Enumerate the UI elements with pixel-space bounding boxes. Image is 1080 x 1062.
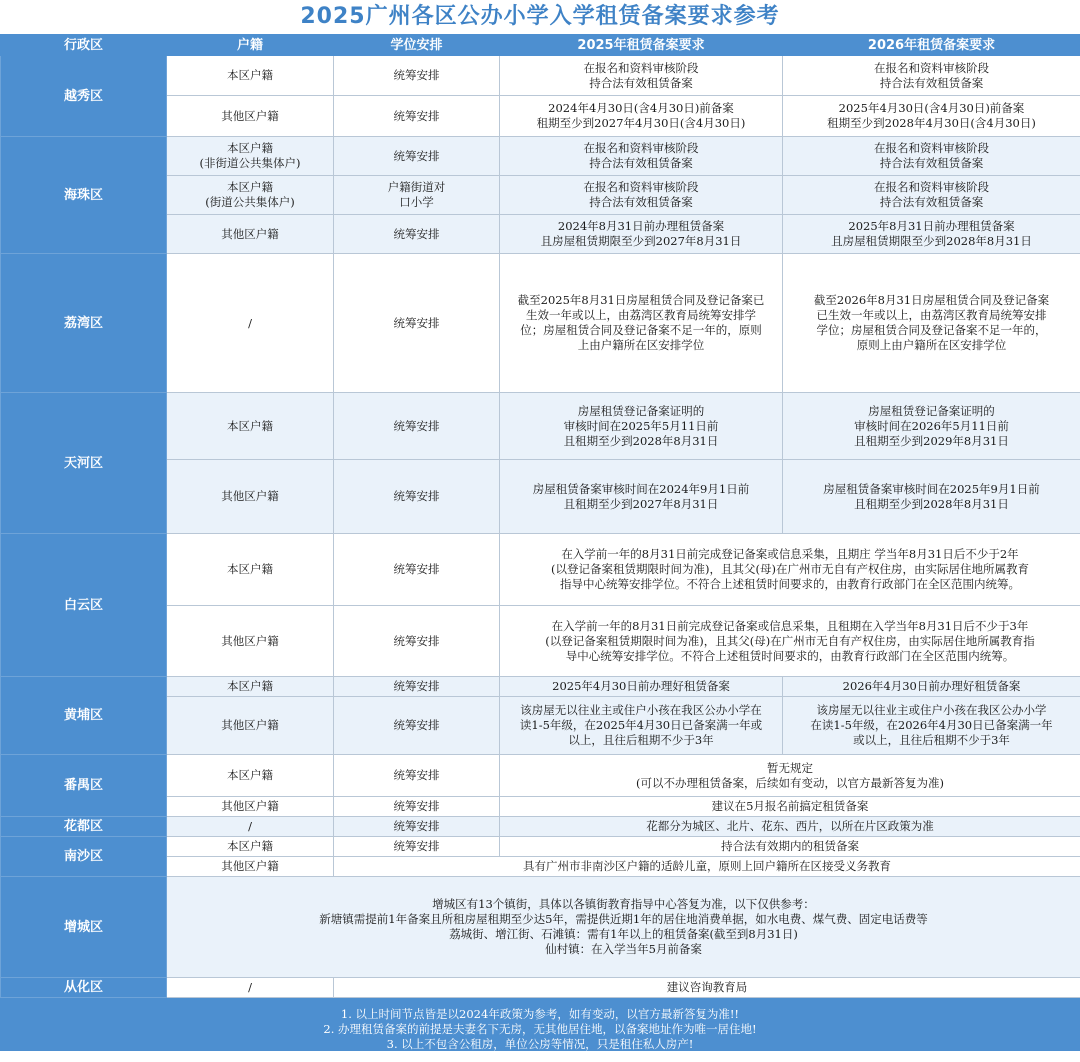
footer-note: 1. 以上时间节点皆是以2024年政策为参考，如有变动，以官方最新答复为准!!: [340, 1007, 740, 1021]
req-2026-cell: 2025年4月30日(含4月30日)前备案 租期至少到2028年4月30日(含4月30日): [783, 96, 1080, 137]
huji-cell: 其他区户籍: [167, 857, 334, 877]
req-merged-cell: 在入学前一年的8月31日前完成登记备案或信息采集，且期庄 学当年8月31日后不少于2年 (以登记备案租赁期限时间为准)，且其父(母)在广州市无自有产权住房，由实际居住地所属教育 指导中心统筹安排学位。不符合上述租赁时间要求的，由教育行政部门在全区范围内统筹。: [500, 534, 1080, 606]
req-2026-cell: 房屋租赁登记备案证明的 审核时间在2026年5月11日前 且租期至少到2029年8月31日: [783, 393, 1080, 460]
xuewei-cell: 统筹安排: [334, 677, 500, 697]
req-merged-cell: 具有广州市非南沙区户籍的适龄儿童，原则上回户籍所在区接受义务教育: [334, 857, 1080, 877]
huji-cell: 其他区户籍: [167, 460, 334, 534]
req-2025-cell: 2025年4月30日前办理好租赁备案: [500, 677, 783, 697]
table-row: [1, 837, 1080, 857]
xuewei-cell: 统筹安排: [334, 817, 500, 837]
req-2025-cell: 该房屋无以往业主或住户小孩在我区公办小学在 读1-5年级，在2025年4月30日已备案满一年或 以上，且往后租期不少于3年: [500, 697, 783, 755]
xuewei-cell: 统筹安排: [334, 254, 500, 393]
district-nansha: 南沙区: [1, 837, 167, 877]
xuewei-cell: 统筹安排: [334, 755, 500, 797]
district-panyu: 番禺区: [1, 755, 167, 817]
district-conghua: 从化区: [1, 978, 167, 998]
huji-cell: 其他区户籍: [167, 797, 334, 817]
footer-note: 3. 以上不包含公租房，单位公房等情况，只是租住私人房产!: [386, 1037, 694, 1051]
huji-cell: 本区户籍 (非街道公共集体户): [167, 137, 334, 176]
req-2025-cell: 在报名和资料审核阶段 持合法有效租赁备案: [500, 56, 783, 96]
huji-cell: 本区户籍: [167, 393, 334, 460]
header-row: [1, 35, 1080, 56]
header-2025: 2025年租赁备案要求: [500, 35, 783, 56]
req-2025-cell: 在报名和资料审核阶段 持合法有效租赁备案: [500, 176, 783, 215]
huji-cell: /: [167, 978, 334, 998]
req-merged-cell: 暂无规定 (可以不办理租赁备案，后续如有变动，以官方最新答复为准): [500, 755, 1080, 797]
xuewei-cell: 统筹安排: [334, 460, 500, 534]
req-2026-cell: 2025年8月31日前办理租赁备案 且房屋租赁期限至少到2028年8月31日: [783, 215, 1080, 254]
huji-cell: 本区户籍 (街道公共集体户): [167, 176, 334, 215]
district-huadu: 花都区: [1, 817, 167, 837]
footer-note: 2. 办理租赁备案的前提是夫妻名下无房，无其他居住地，以备案地址作为唯一居住地!: [323, 1022, 757, 1036]
req-2026-cell: 该房屋无以往业主或住户小孩在我区公办小学 在读1-5年级，在2026年4月30日已备案满一年 或以上，且往后租期不少于3年: [783, 697, 1080, 755]
table-row: [1, 677, 1080, 697]
xuewei-cell: 统筹安排: [334, 137, 500, 176]
req-2026-cell: 房屋租赁备案审核时间在2025年9月1日前 且租期至少到2028年8月31日: [783, 460, 1080, 534]
req-2025-cell: 2024年8月31日前办理租赁备案 且房屋租赁期限至少到2027年8月31日: [500, 215, 783, 254]
req-merged-cell: 在入学前一年的8月31日前完成登记备案或信息采集，且租期在入学当年8月31日后不少于3年 (以登记备案租赁期限时间为准)，且其父(母)在广州市无自有产权住房，由实际居住地所属教育指 导中心统筹安排学位。不符合上述租赁时间要求的，由教育行政部门在全区范围内统筹。: [500, 606, 1080, 677]
req-2026-cell: 在报名和资料审核阶段 持合法有效租赁备案: [783, 56, 1080, 96]
huji-cell: 其他区户籍: [167, 215, 334, 254]
xuewei-cell: 统筹安排: [334, 56, 500, 96]
req-2025-cell: 房屋租赁备案审核时间在2024年9月1日前 且租期至少到2027年8月31日: [500, 460, 783, 534]
huji-cell: 本区户籍: [167, 677, 334, 697]
district-haizhu: 海珠区: [1, 137, 167, 254]
req-merged-cell: 建议咨询教育局: [334, 978, 1080, 998]
req-2025-cell: 2024年4月30日(含4月30日)前备案 租期至少到2027年4月30日(含4月30日): [500, 96, 783, 137]
req-merged-cell: 持合法有效期内的租赁备案: [500, 837, 1080, 857]
table-row: [1, 393, 1080, 460]
huji-cell: 其他区户籍: [167, 697, 334, 755]
req-2026-cell: 截至2026年8月31日房屋租赁合同及登记备案 已生效一年或以上，由荔湾区教育局统筹安排 学位；房屋租赁合同及登记备案不足一年的， 原则上由户籍所在区安排学位: [783, 254, 1080, 393]
req-2026-cell: 在报名和资料审核阶段 持合法有效租赁备案: [783, 137, 1080, 176]
page-title: 2025广州各区公办小学入学租赁备案要求参考: [300, 4, 780, 29]
table-row: [1, 978, 1080, 998]
district-huangpu: 黄埔区: [1, 677, 167, 755]
req-2025-cell: 在报名和资料审核阶段 持合法有效租赁备案: [500, 137, 783, 176]
xuewei-cell: 统筹安排: [334, 393, 500, 460]
footer-notes: [0, 998, 1080, 1051]
req-2026-cell: 2026年4月30日前办理好租赁备案: [783, 677, 1080, 697]
req-merged-cell: 建议在5月报名前搞定租赁备案: [500, 797, 1080, 817]
huji-cell: 本区户籍: [167, 837, 334, 857]
table-row: [1, 137, 1080, 176]
huji-cell: 本区户籍: [167, 755, 334, 797]
huji-cell: 其他区户籍: [167, 606, 334, 677]
district-yuexiu: 越秀区: [1, 56, 167, 137]
table-row: [1, 817, 1080, 837]
huji-cell: /: [167, 817, 334, 837]
xuewei-cell: 统筹安排: [334, 96, 500, 137]
table-row: [1, 755, 1080, 797]
xuewei-cell: 统筹安排: [334, 837, 500, 857]
req-2025-cell: 房屋租赁登记备案证明的 审核时间在2025年5月11日前 且租期至少到2028年8月31日: [500, 393, 783, 460]
table-row: [1, 877, 1080, 978]
district-tianhe: 天河区: [1, 393, 167, 534]
table-row: [1, 534, 1080, 606]
huji-cell: 本区户籍: [167, 56, 334, 96]
district-liwan: 荔湾区: [1, 254, 167, 393]
header-xuewei: 学位安排: [334, 35, 500, 56]
header-2026: 2026年租赁备案要求: [783, 35, 1080, 56]
district-zengcheng: 增城区: [1, 877, 167, 978]
req-merged-cell: 花都分为城区、北片、花东、西片，以所在片区政策为准: [500, 817, 1080, 837]
xuewei-cell: 统筹安排: [334, 797, 500, 817]
header-district: 行政区: [1, 35, 167, 56]
district-baiyun: 白云区: [1, 534, 167, 677]
table-row: [1, 56, 1080, 96]
xuewei-cell: 统筹安排: [334, 215, 500, 254]
huji-cell: /: [167, 254, 334, 393]
header-huji: 户籍: [167, 35, 334, 56]
huji-cell: 其他区户籍: [167, 96, 334, 137]
xuewei-cell: 统筹安排: [334, 606, 500, 677]
req-2025-cell: 截至2025年8月31日房屋租赁合同及登记备案已 生效一年或以上，由荔湾区教育局统筹安排学 位；房屋租赁合同及登记备案不足一年的，原则 上由户籍所在区安排学位: [500, 254, 783, 393]
huji-cell: 本区户籍: [167, 534, 334, 606]
xuewei-cell: 统筹安排: [334, 697, 500, 755]
req-2026-cell: 在报名和资料审核阶段 持合法有效租赁备案: [783, 176, 1080, 215]
xuewei-cell: 统筹安排: [334, 534, 500, 606]
policy-table: [0, 34, 1080, 998]
table-row: [1, 254, 1080, 393]
req-merged-cell: 增城区有13个镇街，具体以各镇街教育指导中心答复为准，以下仅供参考： 新塘镇需提前1年备案且所租房屋租期至少达5年，需提供近期1年的居住地消费单据，如水电费、煤气费、固定电话费等 荔城街、增江街、石滩镇：需有1年以上的租赁备案(截至到8月31日) 仙村镇：在入学当年5月前备案: [167, 877, 1080, 978]
xuewei-cell: 户籍街道对 口小学: [334, 176, 500, 215]
